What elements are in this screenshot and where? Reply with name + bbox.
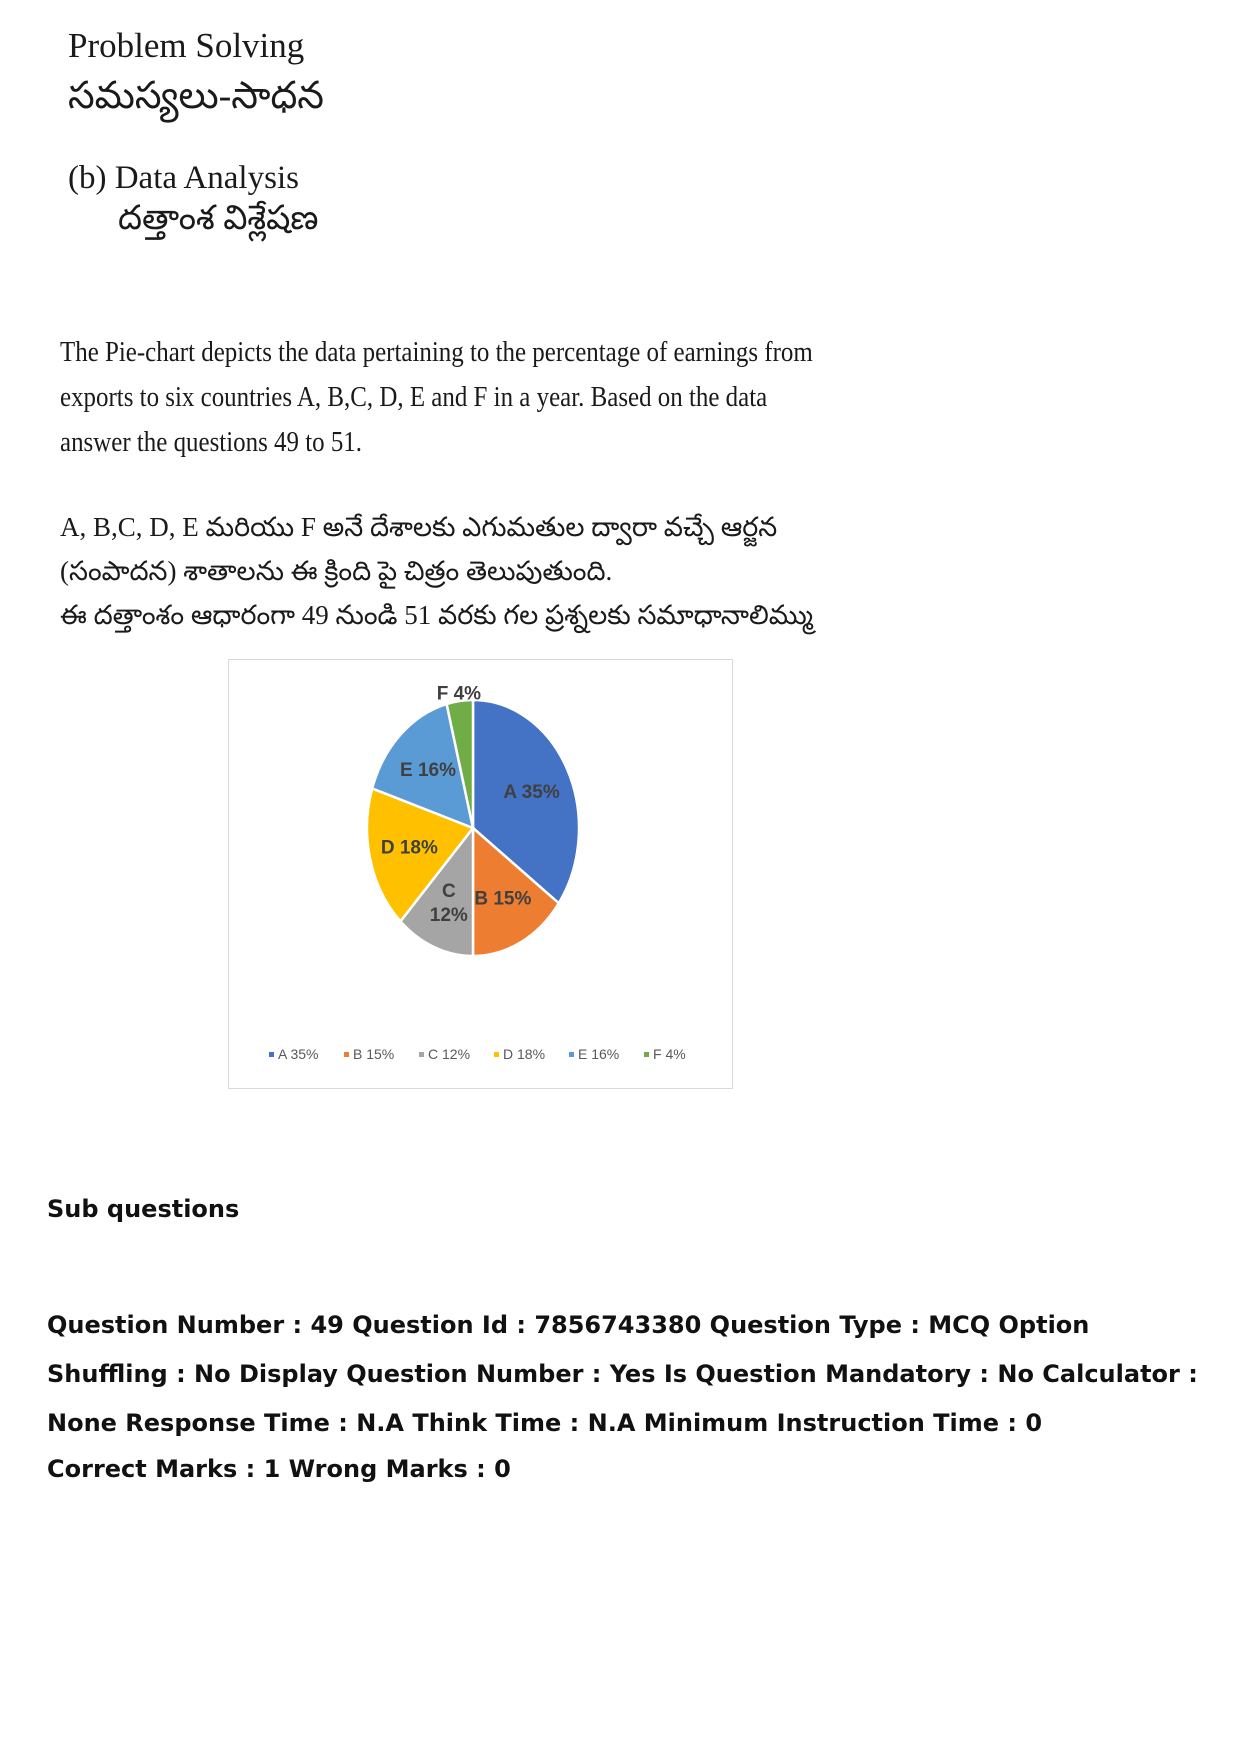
pie-label-e: E 16% [400, 760, 457, 782]
subsection-title: (b) Data Analysis [68, 160, 299, 196]
pie-label-b: B 15% [474, 888, 532, 910]
legend-swatch-c [419, 1052, 424, 1057]
passage-telugu-line-2: (సంపాదన) శాతాలను ఈ క్రింది పై చిత్రం తెలుపుతుంది. [60, 556, 613, 586]
section-title: Problem Solving [68, 26, 305, 65]
legend-swatch-d [494, 1052, 499, 1057]
legend-swatch-e [569, 1052, 574, 1057]
passage-telugu-line-3: ఈ దత్తాంశం ఆధారంగా 49 నుండి 51 వరకు గల ప్రశ్నలకు సమాధానాలిమ్ము [60, 600, 814, 630]
legend-swatch-b [344, 1052, 349, 1057]
legend-swatch-f [644, 1052, 649, 1057]
legend-label-f: F 4% [653, 1046, 686, 1062]
passage-english-text: The Pie-chart depicts the data pertaining to the percentage of earnings from exports to six countries A, B,C, D, E and F in a year. Based on the data answer the questions 49 to 51. [60, 336, 813, 458]
pie-chart [228, 659, 733, 1089]
legend-label-b: B 15% [353, 1046, 395, 1062]
pie-label-c: C 12% [429, 880, 468, 926]
question-marks: Correct Marks : 1 Wrong Marks : 0 [47, 1455, 511, 1483]
passage-english [60, 330, 817, 465]
passage-telugu-line-1: A, B,C, D, E మరియు F అనే దేశాలకు ఎగుమతుల ద్వారా వచ్చే ఆర్జన [60, 512, 778, 542]
legend-label-c: C 12% [428, 1046, 471, 1062]
passage-telugu [60, 505, 940, 637]
legend-label-d: D 18% [503, 1046, 546, 1062]
pie-chart-svg [229, 660, 734, 1090]
section-title-telugu: సమస్యలు-సాధన [68, 75, 324, 117]
question-metadata: Question Number : 49 Question Id : 7856743380 Question Type : MCQ Option Shuffling : No Display Question Number : Yes Is Question Mandatory : No Calculator : None Response Time : N.A Think Time : N.A Minimum Instruction Time : 0 [47, 1311, 1198, 1437]
legend-swatch-a [269, 1052, 274, 1057]
sub-questions-heading: Sub questions [47, 1195, 240, 1223]
pie-label-a: A 35% [503, 781, 560, 803]
legend-label-e: E 16% [578, 1046, 620, 1062]
subsection-title-telugu: దత్తాంశ విశ్లేషణ [118, 200, 319, 237]
legend-label-a: A 35% [278, 1046, 319, 1062]
pie-label-f: F 4% [436, 683, 482, 705]
pie-label-d: D 18% [380, 837, 438, 859]
